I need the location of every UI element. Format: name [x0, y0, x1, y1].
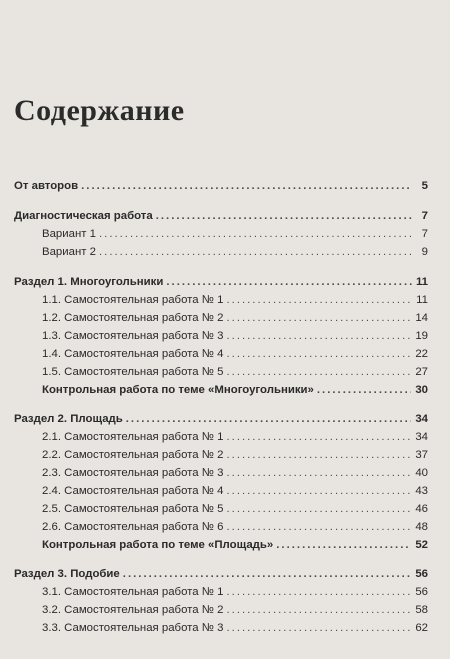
toc-entry-label: Раздел 1. Многоугольники	[14, 276, 164, 288]
toc-entry-page: 5	[421, 180, 428, 192]
toc-entry[interactable]	[14, 177, 428, 195]
toc-entry-page: 7	[421, 210, 428, 222]
toc-entry[interactable]	[14, 273, 428, 291]
toc-leader-dots	[226, 500, 411, 518]
toc-leader-dots	[126, 410, 412, 428]
toc-entry-label: 2.3. Самостоятельная работа № 3	[42, 467, 224, 479]
toc-leader-dots	[226, 428, 411, 446]
toc-entry-page: 7	[421, 228, 428, 240]
toc-entry[interactable]	[14, 565, 428, 583]
toc-leader-dots	[226, 446, 411, 464]
toc-entry-label: 1.1. Самостоятельная работа № 1	[42, 294, 224, 306]
toc-entry-page: 22	[415, 348, 428, 360]
toc-leader-dots	[99, 225, 412, 243]
toc-entry-label: 1.2. Самостоятельная работа № 2	[42, 312, 224, 324]
toc-entry-label: Контрольная работа по теме «Многоугольники»	[42, 384, 314, 396]
toc-entry-page: 56	[415, 568, 428, 580]
toc-entry-page: 19	[415, 330, 428, 342]
toc-leader-dots	[226, 464, 411, 482]
toc-leader-dots	[99, 243, 412, 261]
toc-entry[interactable]	[42, 446, 428, 464]
toc-entry-label: 2.4. Самостоятельная работа № 4	[42, 485, 224, 497]
toc-entry-label: Раздел 3. Подобие	[14, 568, 120, 580]
toc-entry[interactable]	[42, 345, 428, 363]
toc-entry[interactable]	[42, 536, 428, 554]
toc-leader-dots	[226, 518, 411, 536]
toc-entry-page: 56	[415, 586, 428, 598]
toc-entry-label: 1.5. Самостоятельная работа № 5	[42, 366, 224, 378]
toc-entry[interactable]	[42, 518, 428, 536]
toc-leader-dots	[226, 583, 411, 601]
toc-leader-dots	[226, 345, 411, 363]
toc-entry-page: 43	[415, 485, 428, 497]
toc-leader-dots	[317, 381, 411, 399]
toc-leader-dots	[226, 363, 411, 381]
toc-entry[interactable]	[42, 327, 428, 345]
toc-entry-page: 46	[415, 503, 428, 515]
toc-entry[interactable]	[42, 482, 428, 500]
toc-entry-label: 2.6. Самостоятельная работа № 6	[42, 521, 224, 533]
toc-entry-page: 11	[415, 276, 428, 288]
toc-entry-page: 11	[416, 294, 428, 306]
toc-entry[interactable]	[14, 410, 428, 428]
toc-leader-dots	[226, 327, 411, 345]
toc-leader-dots	[226, 601, 411, 619]
toc-entry[interactable]	[42, 619, 428, 637]
toc-entry-page: 30	[415, 384, 428, 396]
toc-entry[interactable]	[42, 428, 428, 446]
toc-entry-page: 34	[415, 431, 428, 443]
toc-leader-dots	[226, 309, 411, 327]
toc-entry-page: 62	[415, 622, 428, 634]
toc-entry-page: 52	[415, 539, 428, 551]
toc-entry[interactable]	[42, 583, 428, 601]
toc-leader-dots	[226, 619, 411, 637]
toc-leader-dots	[156, 207, 412, 225]
toc-entry[interactable]	[42, 309, 428, 327]
toc-entry[interactable]	[42, 381, 428, 399]
toc-entry-page: 58	[415, 604, 428, 616]
toc-entry-label: Контрольная работа по теме «Площадь»	[42, 539, 274, 551]
toc-leader-dots	[276, 536, 411, 554]
toc-entry-page: 37	[415, 449, 428, 461]
toc-entry-page: 48	[415, 521, 428, 533]
toc-entry[interactable]	[42, 243, 428, 261]
toc-entry-label: 1.4. Самостоятельная работа № 4	[42, 348, 224, 360]
toc-entry[interactable]	[42, 464, 428, 482]
toc-entry-label: 2.5. Самостоятельная работа № 5	[42, 503, 224, 515]
toc-entry-page: 40	[415, 467, 428, 479]
toc-entry[interactable]	[42, 500, 428, 518]
toc-entry-label: 3.1. Самостоятельная работа № 1	[42, 586, 224, 598]
toc-entry-page: 27	[415, 366, 428, 378]
toc-entry-label: 3.3. Самостоятельная работа № 3	[42, 622, 224, 634]
toc-entry-label: От авторов	[14, 180, 79, 192]
toc-entry[interactable]	[42, 601, 428, 619]
toc-entry-page: 34	[415, 413, 428, 425]
toc-leader-dots	[81, 177, 412, 195]
toc-entry-page: 14	[415, 312, 428, 324]
toc-entry[interactable]	[42, 291, 428, 309]
toc-leader-dots	[226, 291, 412, 309]
toc-entry-label: 3.2. Самостоятельная работа № 2	[42, 604, 224, 616]
toc-entry-label: 2.1. Самостоятельная работа № 1	[42, 431, 224, 443]
toc-entry-label: 2.2. Самостоятельная работа № 2	[42, 449, 224, 461]
page-title: Содержание	[14, 94, 185, 127]
toc-entry-label: Диагностическая работа	[14, 210, 153, 222]
toc-leader-dots	[166, 273, 412, 291]
toc-entry-label: Вариант 2	[42, 246, 96, 258]
toc-leader-dots	[226, 482, 411, 500]
toc-entry[interactable]	[42, 225, 428, 243]
toc-entry-label: 1.3. Самостоятельная работа № 3	[42, 330, 224, 342]
toc-entry-label: Вариант 1	[42, 228, 96, 240]
toc-leader-dots	[123, 565, 412, 583]
toc-entry-label: Раздел 2. Площадь	[14, 413, 123, 425]
toc-entry[interactable]	[14, 207, 428, 225]
toc-entry[interactable]	[42, 363, 428, 381]
toc-entry-page: 9	[421, 246, 428, 258]
